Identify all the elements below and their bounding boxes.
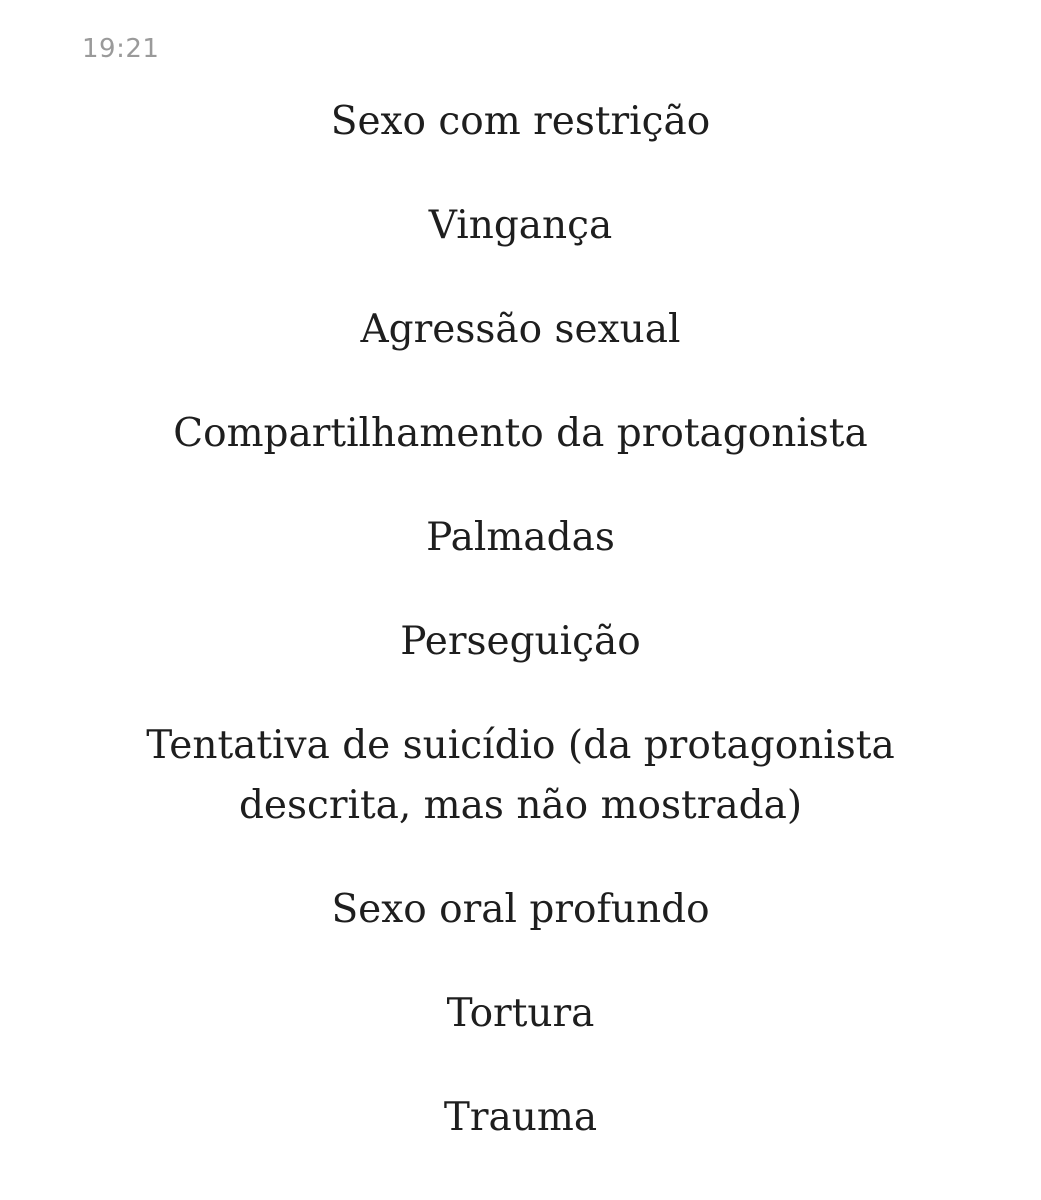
content-warning-item: Agressão sexual [360,307,681,352]
content-warning-item: Sexo oral profundo [331,887,710,932]
content-warning-item-continued: descrita, mas não mostrada) [238,783,803,828]
content-warning-item: Palmadas [426,515,615,560]
content-warning-item: Trauma [443,1095,598,1140]
status-time: 19:21 [82,34,160,64]
content-warning-item: Sexo com restrição [330,99,711,144]
content-warning-item: Vingança [428,203,613,248]
content-warning-item: Tortura [446,991,595,1036]
content-warning-item: Tentativa de suicídio (da protagonista [146,723,895,768]
content-warning-item: Perseguição [400,619,641,664]
content-warning-item: Compartilhamento da protagonista [173,411,868,456]
